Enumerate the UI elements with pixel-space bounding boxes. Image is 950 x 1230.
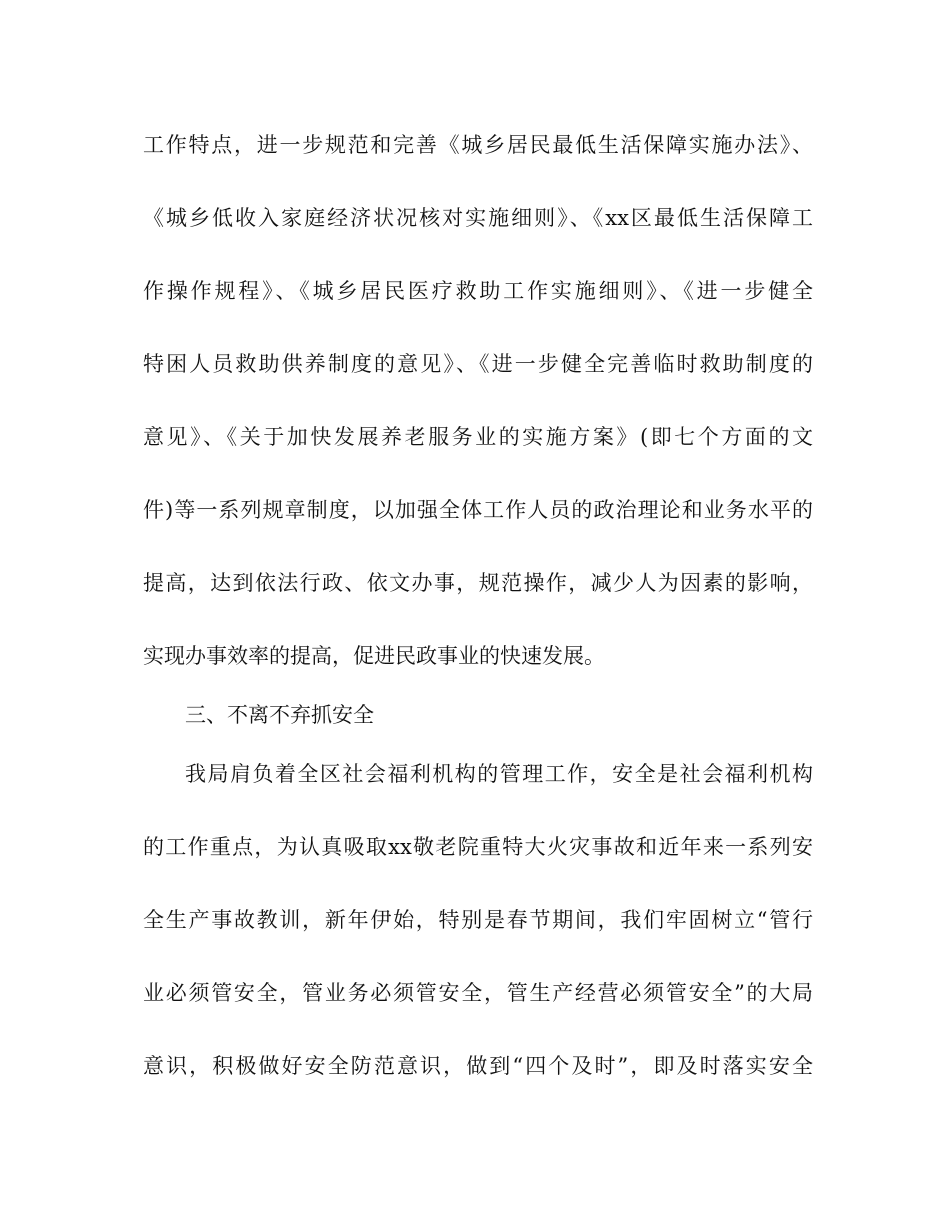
paragraph-line: 的工作重点，为认真吸取xx敬老院重特大火灾事故和近年来一系列安 (143, 835, 813, 859)
paragraph-line: 实现办事效率的提高，促进民政事业的快速发展。 (143, 644, 605, 668)
paragraph-line: 意见》、《关于加快发展养老服务业的实施方案》(即七个方面的文 (143, 425, 813, 449)
paragraph-line: 作操作规程》、《城乡居民医疗救助工作实施细则》、《进一步健全 (143, 279, 813, 303)
paragraph-line: 业必须管安全，管业务必须管安全，管生产经营必须管安全”的大局 (143, 981, 813, 1005)
paragraph-line: 特困人员救助供养制度的意见》、《进一步健全完善临时救助制度的 (143, 352, 813, 376)
paragraph-line: 意识，积极做好安全防范意识，做到“四个及时”，即及时落实安全 (143, 1054, 813, 1078)
paragraph-line: 我局肩负着全区社会福利机构的管理工作，安全是社会福利机构 (185, 762, 813, 786)
paragraph-line: 全生产事故教训，新年伊始，特别是春节期间，我们牢固树立“管行 (143, 908, 813, 932)
paragraph-line: 《城乡低收入家庭经济状况核对实施细则》、《xx区最低生活保障工 (143, 206, 813, 230)
section-heading: 三、不离不弃抓安全 (185, 703, 374, 727)
paragraph-line: 工作特点，进一步规范和完善《城乡居民最低生活保障实施办法》、 (143, 133, 813, 157)
paragraph-line: 件)等一系列规章制度，以加强全体工作人员的政治理论和业务水平的 (143, 498, 813, 522)
paragraph-line: 提高，达到依法行政、依文办事，规范操作，减少人为因素的影响， (143, 571, 813, 595)
